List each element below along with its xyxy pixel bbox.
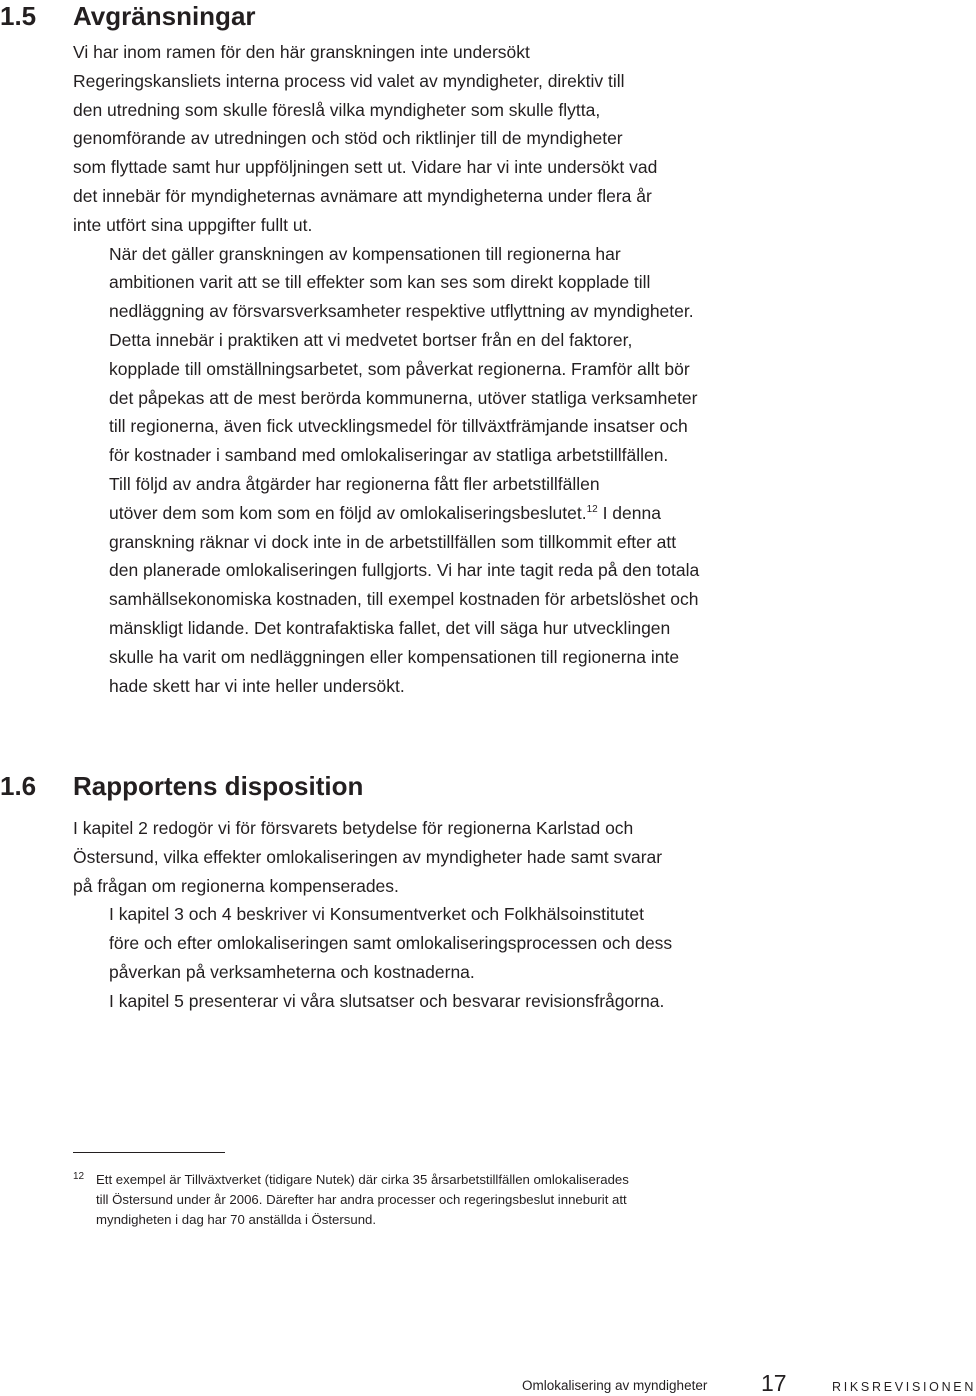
text-line: mänskligt lidande. Det kontrafaktiska fallet, det vill säga hur utvecklingen [109, 617, 671, 638]
text-line: den planerade omlokaliseringen fullgjorts. Vi har inte tagit reda på den totala [109, 560, 700, 581]
text-line [73, 499, 773, 528]
section-heading [0, 0, 960, 34]
text-line: på frågan om regionerna kompenserades. [73, 875, 399, 896]
footnote-line: till Östersund under år 2006. Därefter har andra processer och regeringsbeslut inneburit att [96, 1192, 627, 1207]
paragraph [73, 240, 773, 470]
paragraph [73, 470, 773, 700]
footnote-reference[interactable]: 12 [586, 503, 598, 515]
text-line: Till följd av andra åtgärder har regionerna fått fler arbetstillfällen [109, 473, 600, 494]
section-number: 1.5 [0, 1, 37, 31]
section-body [73, 814, 773, 1016]
page-footer [0, 1370, 976, 1396]
paragraph [73, 900, 773, 986]
text-line: kopplade till omställningsarbetet, som påverkat regionerna. Framför allt bör [109, 358, 690, 379]
text-line: Regeringskansliets interna process vid valet av myndigheter, direktiv till [73, 70, 625, 91]
footnote-number: 12 [73, 1171, 85, 1182]
section-1-6 [0, 770, 960, 1011]
text-line: I kapitel 3 och 4 beskriver vi Konsumentverket och Folkhälsoinstitutet [109, 904, 644, 925]
paragraph [73, 38, 773, 240]
text-segment: utöver dem som kom som en följd av omlokaliseringsbeslutet. [109, 502, 587, 523]
text-line: I kapitel 5 presenterar vi våra slutsatser och besvarar revisionsfrågorna. [109, 990, 665, 1011]
text-segment: I denna [597, 502, 661, 523]
page-number: 17 [761, 1370, 787, 1396]
text-line: Detta innebär i praktiken att vi medvetet bortser från en del faktorer, [109, 329, 633, 350]
organization-name: RIKSREVISIONEN [832, 1380, 976, 1394]
footnote-divider [73, 1152, 225, 1153]
paragraph [73, 987, 773, 1016]
text-line: granskning räknar vi dock inte in de arbetstillfällen som tillkommit efter att [109, 531, 677, 552]
text-line: I kapitel 2 redogör vi för försvarets betydelse för regionerna Karlstad och [73, 818, 634, 838]
text-line: inte utfört sina uppgifter fullt ut. [73, 214, 313, 235]
text-line: Vi har inom ramen för den här granskningen inte undersökt [73, 42, 530, 62]
section-1-5 [0, 0, 960, 696]
text-line: den utredning som skulle föreslå vilka myndigheter som skulle flytta, [73, 99, 601, 120]
section-title: Rapportens disposition [73, 771, 364, 801]
text-line: samhällsekonomiska kostnaden, till exempel kostnaden för arbetslöshet och [109, 589, 699, 610]
footnote-line: Ett exempel är Tillväxtverket (tidigare Nutek) där cirka 35 årsarbetstillfällen omlokaliserades [96, 1172, 629, 1187]
section-number: 1.6 [0, 771, 37, 801]
section-heading [0, 770, 960, 804]
text-line: före och efter omlokaliseringen samt omlokaliseringsprocessen och dess [109, 933, 673, 954]
text-line: för kostnader i samband med omlokaliseringar av statliga arbetstillfällen. [109, 445, 669, 466]
text-line: som flyttade samt hur uppföljningen sett ut. Vidare har vi inte undersökt vad [73, 157, 658, 178]
text-line: ambitionen varit att se till effekter som kan ses som direkt kopplade till [109, 272, 651, 293]
text-line: skulle ha varit om nedläggningen eller kompensationen till regionerna inte [109, 646, 680, 667]
report-title: Omlokalisering av myndigheter [522, 1378, 708, 1393]
section-body [73, 38, 773, 700]
text-line: det innebär för myndigheternas avnämare att myndigheterna under flera år [73, 185, 652, 206]
text-line: genomförande av utredningen och stöd och riktlinjer till de myndigheter [73, 128, 623, 149]
text-line: till regionerna, även fick utvecklingsmedel för tillväxtfrämjande insatser och [109, 416, 688, 437]
text-line: Östersund, vilka effekter omlokaliseringen av myndigheter hade samt svarar [73, 846, 663, 867]
paragraph [73, 814, 773, 900]
text-line: När det gäller granskningen av kompensationen till regionerna har [109, 243, 621, 264]
text-line: hade skett har vi inte heller undersökt. [109, 675, 405, 696]
text-line: nedläggning av försvarsverksamheter respektive utflyttning av myndigheter. [109, 301, 694, 322]
text-line: påverkan på verksamheterna och kostnaderna. [109, 961, 475, 982]
footnote-line: myndigheten i dag har 70 anställda i Östersund. [96, 1212, 377, 1227]
section-title: Avgränsningar [73, 1, 256, 31]
text-line: det påpekas att de mest berörda kommunerna, utöver statliga verksamheter [109, 387, 698, 408]
footnote-text [96, 1170, 629, 1230]
